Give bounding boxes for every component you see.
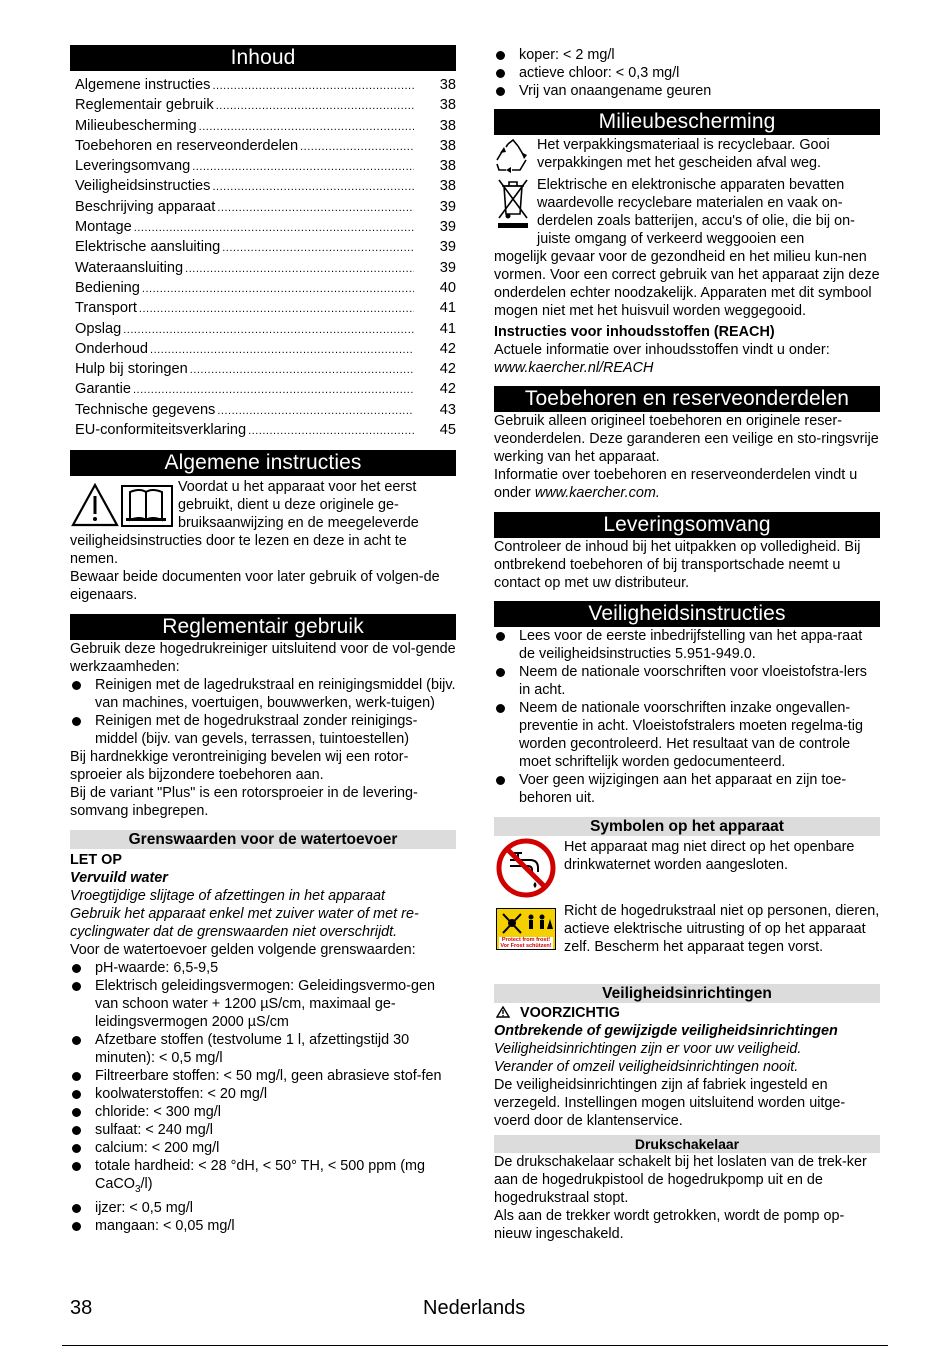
note-label: LET OP bbox=[70, 852, 122, 869]
list-item: ijzer: < 0,5 mg/l bbox=[70, 1199, 456, 1217]
toc-entry[interactable] bbox=[75, 319, 456, 339]
usage-rotor-text: Bij hardnekkige verontreiniging bevelen wij een rotor-sproeier als bijzondere toebehoren aan. bbox=[70, 749, 409, 784]
toc-entry-page: 38 bbox=[439, 158, 456, 175]
right-column bbox=[494, 46, 880, 1243]
toc-entry-title: Onderhoud bbox=[75, 340, 149, 357]
hardness-subscript: 3 bbox=[134, 1184, 141, 1196]
list-item: pH-waarde: 6,5-9,5 bbox=[70, 959, 456, 977]
toc-entry-page: 38 bbox=[439, 77, 456, 93]
toc-entry[interactable] bbox=[75, 258, 456, 278]
toc-entry-page: 39 bbox=[439, 198, 456, 215]
toc-entry-page: 42 bbox=[439, 361, 456, 378]
toc-entry-title: Transport bbox=[75, 300, 137, 317]
list-item: sulfaat: < 240 mg/l bbox=[70, 1121, 456, 1139]
hardness-unit: /l) bbox=[140, 1176, 153, 1193]
symbol-1-text: Het apparaat mag niet direct op het openbare drinkwaternet worden aangesloten. bbox=[564, 839, 855, 873]
toc-dot-leader bbox=[134, 217, 414, 238]
language-label: Nederlands bbox=[423, 1297, 526, 1319]
table-of-contents bbox=[70, 75, 456, 440]
toc-entry[interactable] bbox=[75, 237, 456, 257]
toc-entry-page: 42 bbox=[439, 381, 456, 398]
toc-dot-leader bbox=[222, 237, 414, 258]
hardness-text: totale hardheid: < 28 °dH, < 50° TH, < 500 ppm (mg CaCO bbox=[95, 1158, 426, 1193]
toc-entry-page: 38 bbox=[439, 178, 456, 195]
general-text-line-2: gebruikt, dient u deze originele ge- bbox=[178, 497, 399, 514]
weee-line-3: derdelen zoals batterijen, accu's of olie, die bij on- bbox=[537, 213, 855, 229]
toc-dot-leader bbox=[300, 136, 414, 157]
pressure-switch-heading: Drukschakelaar bbox=[494, 1135, 880, 1153]
general-keep-text: Bewaar beide documenten voor later gebruik of volgen-de eigenaars. bbox=[70, 569, 440, 604]
toc-entry-page: 39 bbox=[439, 259, 456, 276]
page-footer bbox=[70, 1294, 886, 1324]
toc-entry-title: Garantie bbox=[75, 381, 131, 398]
toc-dot-leader bbox=[216, 95, 414, 116]
list-item: calcium: < 200 mg/l bbox=[70, 1139, 456, 1157]
weee-line-2: waardevolle recyclebare materialen en vaak on- bbox=[537, 195, 843, 211]
toc-entry[interactable] bbox=[75, 379, 456, 399]
toc-dot-leader bbox=[185, 258, 414, 279]
toc-entry-page: 45 bbox=[439, 422, 456, 439]
caution-line-1: Veiligheidsinrichtingen zijn er voor uw veiligheid. bbox=[494, 1041, 802, 1057]
toc-entry-page: 41 bbox=[439, 300, 456, 317]
toc-entry-title: Toebehoren en reserveonderdelen bbox=[75, 137, 299, 154]
toc-entry[interactable] bbox=[75, 278, 456, 298]
general-text-rest: veiligheidsinstructies door te lezen en deze in acht te nemen. bbox=[70, 533, 407, 568]
toc-dot-leader bbox=[212, 75, 414, 96]
note-line-2: Gebruik het apparaat enkel met zuiver water of met re-cyclingwater dat de grenswaarden niet overschrijdt. bbox=[70, 906, 419, 941]
toc-entry-title: Opslag bbox=[75, 320, 122, 337]
list-item: mangaan: < 0,05 mg/l bbox=[70, 1217, 456, 1235]
devices-text: De veiligheidsinrichtingen zijn af fabriek ingesteld en verzegeld. Instellingen mogen uitsluitend worden uitge-voerd door de klantenservice. bbox=[494, 1077, 846, 1129]
general-heading: Algemene instructies bbox=[70, 450, 456, 476]
frost-label-en: Protect from frost! bbox=[501, 937, 551, 943]
toc-dot-leader bbox=[123, 319, 414, 340]
list-item: actieve chloor: < 0,3 mg/l bbox=[494, 64, 880, 82]
toc-entry[interactable] bbox=[75, 75, 456, 95]
toc-entry-page: 38 bbox=[439, 117, 456, 134]
delivery-text: Controleer de inhoud bij het uitpakken op volledigheid. Bij ontbrekend toebehoren of bij transportschade neemt u contact op met uw distributeur. bbox=[494, 539, 861, 591]
toc-dot-leader bbox=[192, 156, 414, 177]
safety-list bbox=[494, 627, 880, 807]
delivery-heading: Leveringsomvang bbox=[494, 512, 880, 538]
toc-dot-leader bbox=[142, 278, 414, 299]
list-item: Elektrisch geleidingsvermogen: Geleidingsvermo-gen van schoon water + 1200 µS/cm, maximaal ge-leidingsvermogen 2000 µS/cm bbox=[70, 977, 456, 1031]
toc-entry-title: Algemene instructies bbox=[75, 77, 211, 93]
toc-entry[interactable] bbox=[75, 339, 456, 359]
symbol-row-1 bbox=[494, 838, 880, 902]
toc-entry-page: 38 bbox=[439, 137, 456, 154]
accessories-text: Gebruik alleen origineel toebehoren en originele reser-veonderdelen. Deze garanderen een veilige en sto-ringsvrije werking van het apparaat. bbox=[494, 413, 879, 465]
left-column bbox=[70, 45, 456, 1235]
toc-entry[interactable] bbox=[75, 116, 456, 136]
toc-entry[interactable] bbox=[75, 156, 456, 176]
toc-dot-leader bbox=[212, 176, 414, 197]
toc-entry[interactable] bbox=[75, 298, 456, 318]
toc-entry-title: Milieubescherming bbox=[75, 117, 197, 134]
caution-title: Ontbrekende of gewijzigde veiligheidsinrichtingen bbox=[494, 1023, 838, 1039]
general-text-line-3: bruiksaanwijzing en de meegeleverde bbox=[178, 515, 419, 532]
toc-entry-page: 41 bbox=[439, 320, 456, 337]
toc-entry-title: Wateraansluiting bbox=[75, 259, 184, 276]
page-number: 38 bbox=[70, 1297, 93, 1319]
list-item: Lees voor de eerste inbedrijfstelling van het appa-raat de veiligheidsinstructies 5.951-949.0. bbox=[494, 627, 880, 663]
water-limits-list-continued bbox=[494, 46, 880, 100]
reach-url[interactable]: www.kaercher.nl/REACH bbox=[494, 360, 654, 376]
caution-label-row bbox=[494, 1004, 880, 1022]
toc-entry-title: Reglementair gebruik bbox=[75, 97, 214, 114]
toc-entry-title: Leveringsomvang bbox=[75, 158, 191, 175]
toc-entry-page: 39 bbox=[439, 239, 456, 256]
toc-entry[interactable] bbox=[75, 420, 456, 440]
general-text-line-1: Voordat u het apparaat voor het eerst bbox=[178, 479, 417, 496]
environment-heading: Milieubescherming bbox=[494, 109, 880, 135]
water-limits-list bbox=[70, 959, 456, 1235]
accessories-info-text: Informatie over toebehoren en reserveonderdelen vindt u onder bbox=[494, 467, 858, 501]
footer-divider bbox=[62, 1345, 888, 1346]
toc-dot-leader bbox=[133, 379, 414, 400]
toc-entry-page: 39 bbox=[439, 219, 456, 236]
list-item: Reinigen met de hogedrukstraal zonder reinigings-middel (bijv. van gevels, terrassen, tuintoestellen) bbox=[70, 712, 456, 748]
usage-heading: Reglementair gebruik bbox=[70, 614, 456, 640]
usage-list bbox=[70, 676, 456, 748]
safety-heading: Veiligheidsinstructies bbox=[494, 601, 880, 627]
toc-entry[interactable] bbox=[75, 136, 456, 156]
toc-entry-title: Technische gegevens bbox=[75, 401, 216, 418]
note-line-1: Vroegtijdige slijtage of afzettingen in het apparaat bbox=[70, 888, 385, 905]
toc-entry[interactable] bbox=[75, 217, 456, 237]
list-item: Afzetbare stoffen (testvolume 1 l, afzettingstijd 30 minuten): < 0,5 mg/l bbox=[70, 1031, 456, 1067]
symbol-row-2 bbox=[494, 902, 880, 974]
toc-entry[interactable] bbox=[75, 400, 456, 420]
devices-heading: Veiligheidsinrichtingen bbox=[494, 984, 880, 1003]
pressure-switch-text-1: De drukschakelaar schakelt bij het loslaten van de trek-ker aan de hogedrukpistool de hogedrukpomp uit en de hogedrukstraal stopt. bbox=[494, 1154, 867, 1206]
toc-entry-title: EU-conformiteitsverklaring bbox=[75, 422, 247, 439]
accessories-info bbox=[494, 466, 880, 502]
weee-text-rest: mogelijk gevaar voor de gezondheid en het milieu kun-nen vormen. Voor een correct gebruik van het apparaat zijn deze onderdelen echter noodzakelijk. Apparaten met dit symbool mogen niet met het huisvuil worden weggegooid. bbox=[494, 249, 880, 319]
general-icon-row bbox=[70, 478, 456, 532]
toc-entry[interactable] bbox=[75, 359, 456, 379]
list-item: Voer geen wijzigingen aan het apparaat en zijn toe-behoren uit. bbox=[494, 771, 880, 807]
warning-manual-icon bbox=[70, 482, 174, 528]
frost-label-de: Vor Frost schützen! bbox=[500, 943, 552, 949]
list-item: chloride: < 300 mg/l bbox=[70, 1103, 456, 1121]
toc-dot-leader bbox=[199, 116, 414, 137]
symbol-2-text: Richt de hogedrukstraal niet op personen, dieren, actieve elektrische uitrusting of op het apparaat zelf. Bescherm het apparaat tegen vorst. bbox=[564, 903, 880, 955]
toc-entry[interactable] bbox=[75, 197, 456, 217]
weee-line-4: juiste omgang of verkeerd weggooien een bbox=[537, 231, 805, 247]
toc-entry-title: Hulp bij storingen bbox=[75, 361, 188, 378]
toc-entry-page: 42 bbox=[439, 340, 456, 357]
list-item: Neem de nationale voorschriften inzake ongevallen-preventie in acht. Vloeistofstralers moeten regelma-tig worden gecontroleerd. Het resultaat van de controle moet schriftelijk worden gedocumenteerd. bbox=[494, 699, 880, 771]
list-item: Filtreerbare stoffen: < 50 mg/l, geen abrasieve stof-fen bbox=[70, 1067, 456, 1085]
reach-text: Actuele informatie over inhoudsstoffen vindt u onder: bbox=[494, 342, 830, 358]
symbols-heading: Symbolen op het apparaat bbox=[494, 817, 880, 836]
list-item: Neem de nationale voorschriften voor vloeistofstra-lers in acht. bbox=[494, 663, 880, 699]
warning-triangle-icon bbox=[496, 1006, 510, 1018]
water-limits-intro: Voor de watertoevoer gelden volgende grenswaarden: bbox=[70, 942, 416, 959]
toc-entry-title: Bediening bbox=[75, 279, 140, 296]
usage-plus-text: Bij de variant "Plus" is een rotorsproeier in de levering-somvang inbegrepen. bbox=[70, 785, 418, 820]
list-item: Vrij van onaangename geuren bbox=[494, 82, 880, 100]
toc-dot-leader bbox=[150, 339, 414, 360]
crossed-bin-icon bbox=[496, 176, 530, 226]
no-drinking-water-icon bbox=[496, 838, 556, 898]
weee-row bbox=[494, 176, 880, 248]
toc-entry-title: Montage bbox=[75, 219, 132, 236]
pressure-switch-text-2: Als aan de trekker wordt getrokken, wordt de pomp op-nieuw ingeschakeld. bbox=[494, 1208, 845, 1242]
toc-entry-title: Veiligheidsinstructies bbox=[75, 178, 211, 195]
recycle-row bbox=[494, 136, 880, 174]
toc-heading: Inhoud bbox=[70, 45, 456, 71]
toc-entry[interactable] bbox=[75, 176, 456, 196]
toc-entry[interactable] bbox=[75, 95, 456, 115]
list-item: Reinigen met de lagedrukstraal en reinigingsmiddel (bijv. van machines, voertuigen, bouwwerken, werk-tuigen) bbox=[70, 676, 456, 712]
toc-dot-leader bbox=[217, 197, 414, 218]
toc-dot-leader bbox=[248, 420, 414, 441]
toc-dot-leader bbox=[217, 400, 414, 421]
no-spray-frost-icon bbox=[496, 908, 556, 950]
accessories-url[interactable]: www.kaercher.com. bbox=[534, 485, 660, 501]
list-item: koolwaterstoffen: < 20 mg/l bbox=[70, 1085, 456, 1103]
toc-entry-page: 38 bbox=[439, 97, 456, 114]
weee-line-1: Elektrische en elektronische apparaten bevatten bbox=[537, 177, 845, 193]
toc-dot-leader bbox=[190, 359, 414, 380]
caution-line-2: Verander of omzeil veiligheidsinrichtingen nooit. bbox=[494, 1059, 799, 1075]
list-item bbox=[70, 1157, 456, 1199]
toc-entry-page: 43 bbox=[439, 401, 456, 418]
note-title: Vervuild water bbox=[70, 870, 168, 887]
usage-intro: Gebruik deze hogedrukreiniger uitsluitend voor de vol-gende werkzaamheden: bbox=[70, 641, 456, 676]
list-item: koper: < 2 mg/l bbox=[494, 46, 880, 64]
recycle-icon bbox=[494, 138, 532, 174]
reach-title: Instructies voor inhoudsstoffen (REACH) bbox=[494, 324, 775, 340]
recycle-text: Het verpakkingsmateriaal is recyclebaar. Gooi verpakkingen met het gescheiden afval weg. bbox=[537, 137, 830, 171]
water-limits-heading: Grenswaarden voor de watertoevoer bbox=[70, 830, 456, 849]
toc-entry-page: 40 bbox=[439, 279, 456, 296]
toc-dot-leader bbox=[139, 298, 414, 319]
toc-entry-title: Beschrijving apparaat bbox=[75, 198, 216, 215]
toc-entry-title: Elektrische aansluiting bbox=[75, 239, 221, 256]
accessories-heading: Toebehoren en reserveonderdelen bbox=[494, 386, 880, 412]
caution-label: VOORZICHTIG bbox=[520, 1005, 620, 1021]
